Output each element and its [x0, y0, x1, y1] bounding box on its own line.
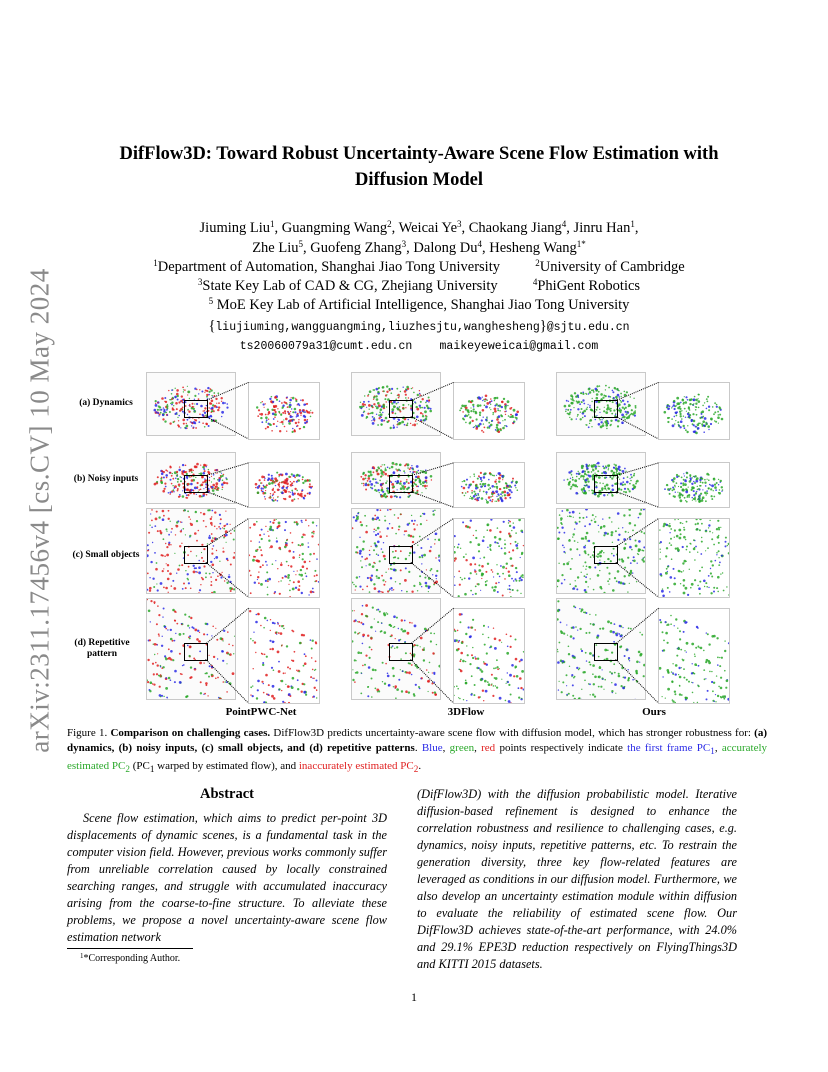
- figure-1: [66, 368, 766, 718]
- zoomed-point-cloud-panel: [453, 608, 525, 704]
- zoomed-point-cloud-panel: [248, 608, 320, 704]
- arxiv-stamp-text: arXiv:2311.17456v4 [cs.CV] 10 May 2024: [24, 267, 55, 753]
- caption-sep: ,: [474, 742, 482, 754]
- zoomed-point-cloud-panel: [248, 382, 320, 440]
- footnote-rule: [67, 948, 193, 949]
- email: maikeyeweicai@gmail.com: [439, 340, 599, 353]
- author-aff: 1*: [576, 239, 586, 249]
- paper-title: [70, 141, 768, 193]
- affiliation: Department of Automation, Shanghai Jiao Tong University: [157, 259, 500, 275]
- email-domain: @sjtu.edu.cn: [546, 321, 630, 334]
- caption-sep: ,: [442, 742, 450, 754]
- row-label-noisy: (b) Noisy inputs: [73, 474, 139, 484]
- author-name: Jinru Han: [573, 220, 631, 236]
- zoom-region-box: [389, 643, 413, 661]
- caption-text-1: DifFlow3D predicts uncertainty-aware scene flow with diffusion model, which has stronger robustness for:: [273, 727, 751, 739]
- affiliation-line-3: [70, 296, 768, 315]
- author-line-1: Jiuming Liu$^1$, Guangming Wang$^2$, Weicai Ye$^3$, Chaokang Jiang$^4$, Jinru Han$^1$,: [199, 219, 639, 236]
- caption-blue: Blue: [421, 742, 443, 754]
- zoomed-point-cloud-panel: [453, 518, 525, 598]
- author-aff: 4: [561, 219, 567, 229]
- zoomed-point-cloud-panel: [248, 462, 320, 508]
- author-aff: 1: [630, 219, 635, 229]
- zoom-region-box: [184, 546, 208, 564]
- title-line-1: DifFlow3D: Toward Robust Uncertainty-Aware Scene Flow Estimation with: [119, 144, 719, 164]
- affiliation: MoE Key Lab of Artificial Intelligence, Shanghai Jiao Tong University: [216, 297, 630, 313]
- caption-text-2: points respectively indicate: [499, 742, 623, 754]
- zoomed-point-cloud-panel: [453, 382, 525, 440]
- caption-accurate: accurately estimated $PC_2$: [67, 742, 768, 775]
- affiliation: PhiGent Robotics: [537, 278, 641, 294]
- author-aff: 3: [401, 239, 407, 249]
- caption-warped: ($PC_1$ warped by estimated flow), and: [132, 760, 297, 775]
- email-names: liujiuming,wangguangming,liuzhesjtu,wanghesheng: [215, 321, 540, 334]
- zoomed-point-cloud-panel: [658, 462, 730, 508]
- arxiv-stamp: [20, 260, 60, 760]
- zoom-region-box: [594, 546, 618, 564]
- caption-end: .: [418, 760, 422, 773]
- email-line-2: [70, 336, 768, 356]
- column-label-pointpwc: PointPWC-Net: [225, 706, 297, 718]
- zoomed-point-cloud-panel: [658, 382, 730, 440]
- zoom-region-box: [184, 643, 208, 661]
- author-name: Chaokang Jiang: [468, 220, 562, 236]
- zoom-region-box: [389, 475, 413, 493]
- caption-fig-label: Figure 1.: [67, 727, 108, 739]
- aff-number: 4: [532, 277, 538, 287]
- zoom-region-box: [184, 475, 208, 493]
- author-name: Zhe Liu: [252, 240, 299, 256]
- affiliation: University of Cambridge: [539, 259, 685, 275]
- author-name: Guangming Wang: [281, 220, 388, 236]
- author-aff: 3: [457, 219, 462, 229]
- caption-green: green: [449, 742, 475, 754]
- zoom-region-box: [594, 643, 618, 661]
- affiliation: State Key Lab of CAD & CG, Zhejiang University: [202, 278, 498, 294]
- zoomed-point-cloud-panel: [248, 518, 320, 598]
- author-aff: 5: [298, 239, 304, 249]
- aff-number: 5: [208, 296, 214, 306]
- caption-red: red: [481, 742, 496, 754]
- zoom-region-box: [389, 400, 413, 418]
- aff-number: 2: [535, 258, 540, 268]
- abstract-left-column: [67, 786, 387, 946]
- abstract-heading: Abstract: [200, 786, 254, 802]
- zoom-region-box: [184, 400, 208, 418]
- zoom-region-box: [594, 400, 618, 418]
- footnote: [80, 952, 180, 964]
- author-aff: 2: [387, 219, 392, 229]
- abstract-right-column: [417, 786, 737, 973]
- email-brace: {: [208, 318, 216, 334]
- author-name: Jiuming Liu: [199, 220, 271, 236]
- footnote-mark: 1: [80, 952, 84, 960]
- author-aff: 1: [270, 219, 275, 229]
- page-number: 1: [411, 990, 417, 1004]
- title-line-2: Diffusion Model: [355, 170, 483, 190]
- email-brace: }: [539, 318, 547, 334]
- author-name: Guofeng Zhang: [310, 240, 402, 256]
- zoom-region-box: [389, 546, 413, 564]
- caption-bold-list: (a) dynamics, (b) noisy inputs, (c) small objects, and (d) repetitive patterns: [67, 727, 767, 754]
- zoomed-point-cloud-panel: [453, 462, 525, 508]
- caption-inaccurate: inaccurately estimated $PC_2$: [298, 760, 419, 775]
- author-name: Hesheng Wang: [489, 240, 577, 256]
- email: ts20060079a31@cumt.edu.cn: [239, 340, 413, 353]
- zoomed-point-cloud-panel: [658, 608, 730, 704]
- caption-first-frame: the first frame $PC_1$: [627, 742, 715, 757]
- email-line-1: [70, 317, 768, 337]
- column-label-3dflow: 3DFlow: [447, 706, 485, 718]
- row-label-small: (c) Small objects: [72, 550, 140, 560]
- figure-caption: Figure 1. Comparison on challenging cases. DifFlow3D predicts uncertainty-aware scene flow with diffusion model, which has stronger robustness for: (a) dynamics, (b) noisy inputs, (c) small objects, and (d) repetitive patterns. Blue, green, red points respectively indicate the first frame $PC_1$, accurately estimated $PC_2$ ($PC_1$ warped by estimated flow), and inaccurately estimated $PC_2$.: [67, 727, 768, 775]
- footnote-text: *Corresponding Author.: [83, 953, 181, 964]
- author-aff: 4: [477, 239, 482, 249]
- affiliation-line-2: [70, 277, 768, 296]
- affiliation-line-1: [70, 258, 768, 277]
- aff-number: 3: [197, 277, 203, 287]
- abstract-text-right: (DifFlow3D) with the diffusion probabilistic model. Iterative diffusion-based refinement is designed to enhance the correlation robustness and resilience to challenging cases, e.g. dynamics, noisy inputs, repetitive patterns, etc. To restrain the generation diversity, three key flow-related features are leveraged as conditions in our diffusion model. Furthermore, we also develop an uncertainty estimation module within diffusion to evaluate the reliability of estimated scene flow. Our DifFlow3D achieves state-of-the-art performance, with 24.0% and 29.1% EPE3D reduction respectively on FlyingThings3D and KITTI 2015 datasets.: [417, 787, 737, 971]
- zoomed-point-cloud-panel: [658, 518, 730, 598]
- aff-number: 1: [153, 258, 158, 268]
- author-name: Dalong Du: [413, 240, 478, 256]
- author-name: Weicai Ye: [398, 220, 458, 236]
- row-label-repetitive: (d) Repetitive pattern: [74, 638, 130, 659]
- row-label-dynamics: (a) Dynamics: [79, 398, 133, 408]
- abstract-text-left: Scene flow estimation, which aims to predict per-point 3D displacements of dynamic scenes, is a fundamental task in the computer vision field. However, previous works commonly suffer from unreliable correlation caused by locally constrained searching ranges, and struggle with accumulated inaccuracy arising from the coarse-to-fine structure. To alleviate these problems, we propose a novel uncertainty-aware scene flow estimation network: [67, 811, 387, 944]
- column-label-ours: Ours: [642, 706, 666, 718]
- zoom-region-box: [594, 475, 618, 493]
- caption-bold-title: Comparison on challenging cases.: [110, 727, 271, 739]
- author-line-2: Zhe Liu$^5$, Guofeng Zhang$^3$, Dalong Du$^4$, Hesheng Wang$^{1*}$: [252, 239, 586, 256]
